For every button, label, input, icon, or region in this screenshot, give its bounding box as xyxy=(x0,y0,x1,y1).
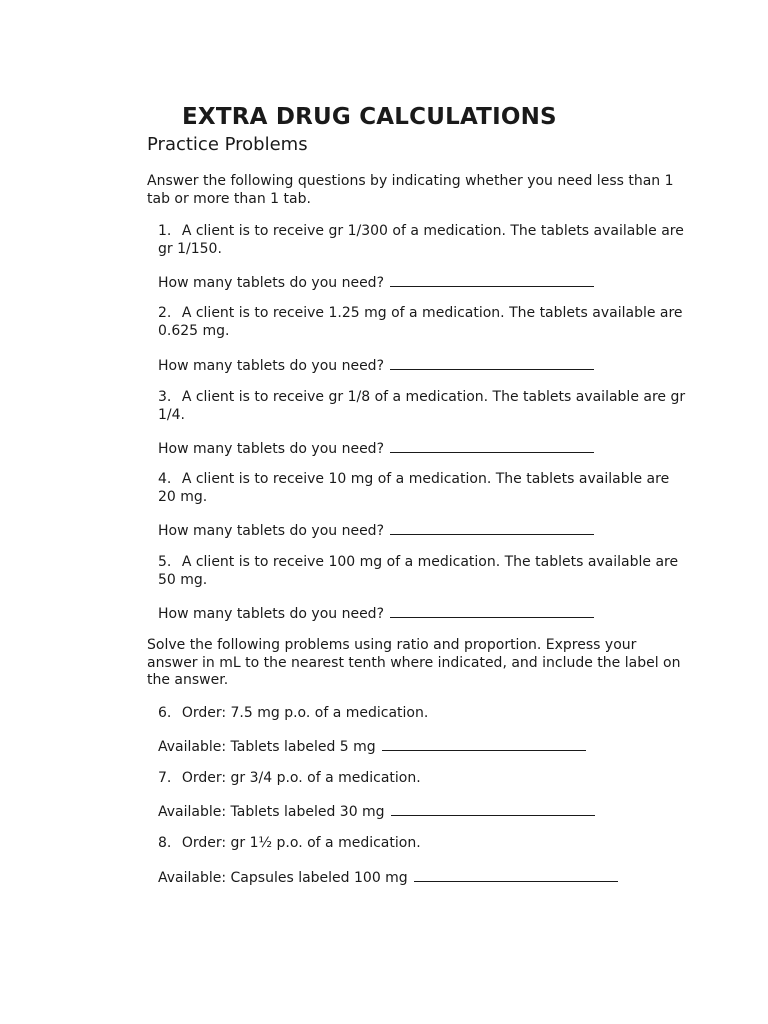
answer-line-1 xyxy=(158,273,594,293)
problem-5 xyxy=(158,554,688,589)
answer-blank[interactable] xyxy=(414,868,618,882)
order-text: Order: 7.5 mg p.o. of a medication. xyxy=(181,705,429,721)
question-label: How many tablets do you need? xyxy=(158,275,385,291)
question-label: How many tablets do you need? xyxy=(158,523,385,539)
answer-blank[interactable] xyxy=(390,521,594,535)
problem-number: 2. xyxy=(158,305,172,321)
available-line-8 xyxy=(158,868,618,888)
problem-4 xyxy=(158,471,688,506)
available-line-7 xyxy=(158,802,595,822)
problem-7 xyxy=(158,770,421,788)
answer-blank[interactable] xyxy=(382,737,586,751)
problem-6 xyxy=(158,705,428,723)
problem-text: A client is to receive 10 mg of a medication. The tablets available are 20 mg. xyxy=(158,471,670,505)
available-line-6 xyxy=(158,737,586,757)
available-text: Available: Tablets labeled 30 mg xyxy=(158,804,385,820)
answer-line-2 xyxy=(158,356,594,376)
question-label: How many tablets do you need? xyxy=(158,358,385,374)
instructions-part1: Answer the following questions by indicating whether you need less than 1 tab or more than 1 tab. xyxy=(147,173,674,207)
answer-blank[interactable] xyxy=(390,356,594,370)
problem-number: 6. xyxy=(158,705,172,721)
answer-blank[interactable] xyxy=(390,604,594,618)
problem-text: A client is to receive gr 1/8 of a medication. The tablets available are gr 1/4. xyxy=(158,389,686,423)
answer-line-5 xyxy=(158,604,594,624)
available-text: Available: Tablets labeled 5 mg xyxy=(158,739,376,755)
problem-text: A client is to receive 1.25 mg of a medication. The tablets available are 0.625 mg. xyxy=(158,305,683,339)
answer-line-3 xyxy=(158,439,594,459)
page-title: EXTRA DRUG CALCULATIONS xyxy=(182,104,557,130)
problem-number: 1. xyxy=(158,223,172,239)
order-text: Order: gr 3/4 p.o. of a medication. xyxy=(181,770,421,786)
problem-number: 7. xyxy=(158,770,172,786)
answer-line-4 xyxy=(158,521,594,541)
problem-3 xyxy=(158,389,688,424)
problem-number: 4. xyxy=(158,471,172,487)
instructions-part2: Solve the following problems using ratio and proportion. Express your answer in mL to the nearest tenth where indicated, and include the label on the answer. xyxy=(147,637,681,688)
available-text: Available: Capsules labeled 100 mg xyxy=(158,870,408,886)
order-text: Order: gr 1½ p.o. of a medication. xyxy=(181,835,421,851)
problem-number: 3. xyxy=(158,389,172,405)
answer-blank[interactable] xyxy=(390,439,594,453)
problem-text: A client is to receive 100 mg of a medication. The tablets available are 50 mg. xyxy=(158,554,679,588)
problem-number: 8. xyxy=(158,835,172,851)
problem-text: A client is to receive gr 1/300 of a medication. The tablets available are gr 1/150. xyxy=(158,223,684,257)
answer-blank[interactable] xyxy=(390,273,594,287)
problem-8 xyxy=(158,835,421,853)
question-label: How many tablets do you need? xyxy=(158,441,385,457)
problem-1 xyxy=(158,223,688,258)
page-subtitle: Practice Problems xyxy=(147,134,308,155)
problem-number: 5. xyxy=(158,554,172,570)
answer-blank[interactable] xyxy=(391,802,595,816)
question-label: How many tablets do you need? xyxy=(158,606,385,622)
problem-2 xyxy=(158,305,688,340)
